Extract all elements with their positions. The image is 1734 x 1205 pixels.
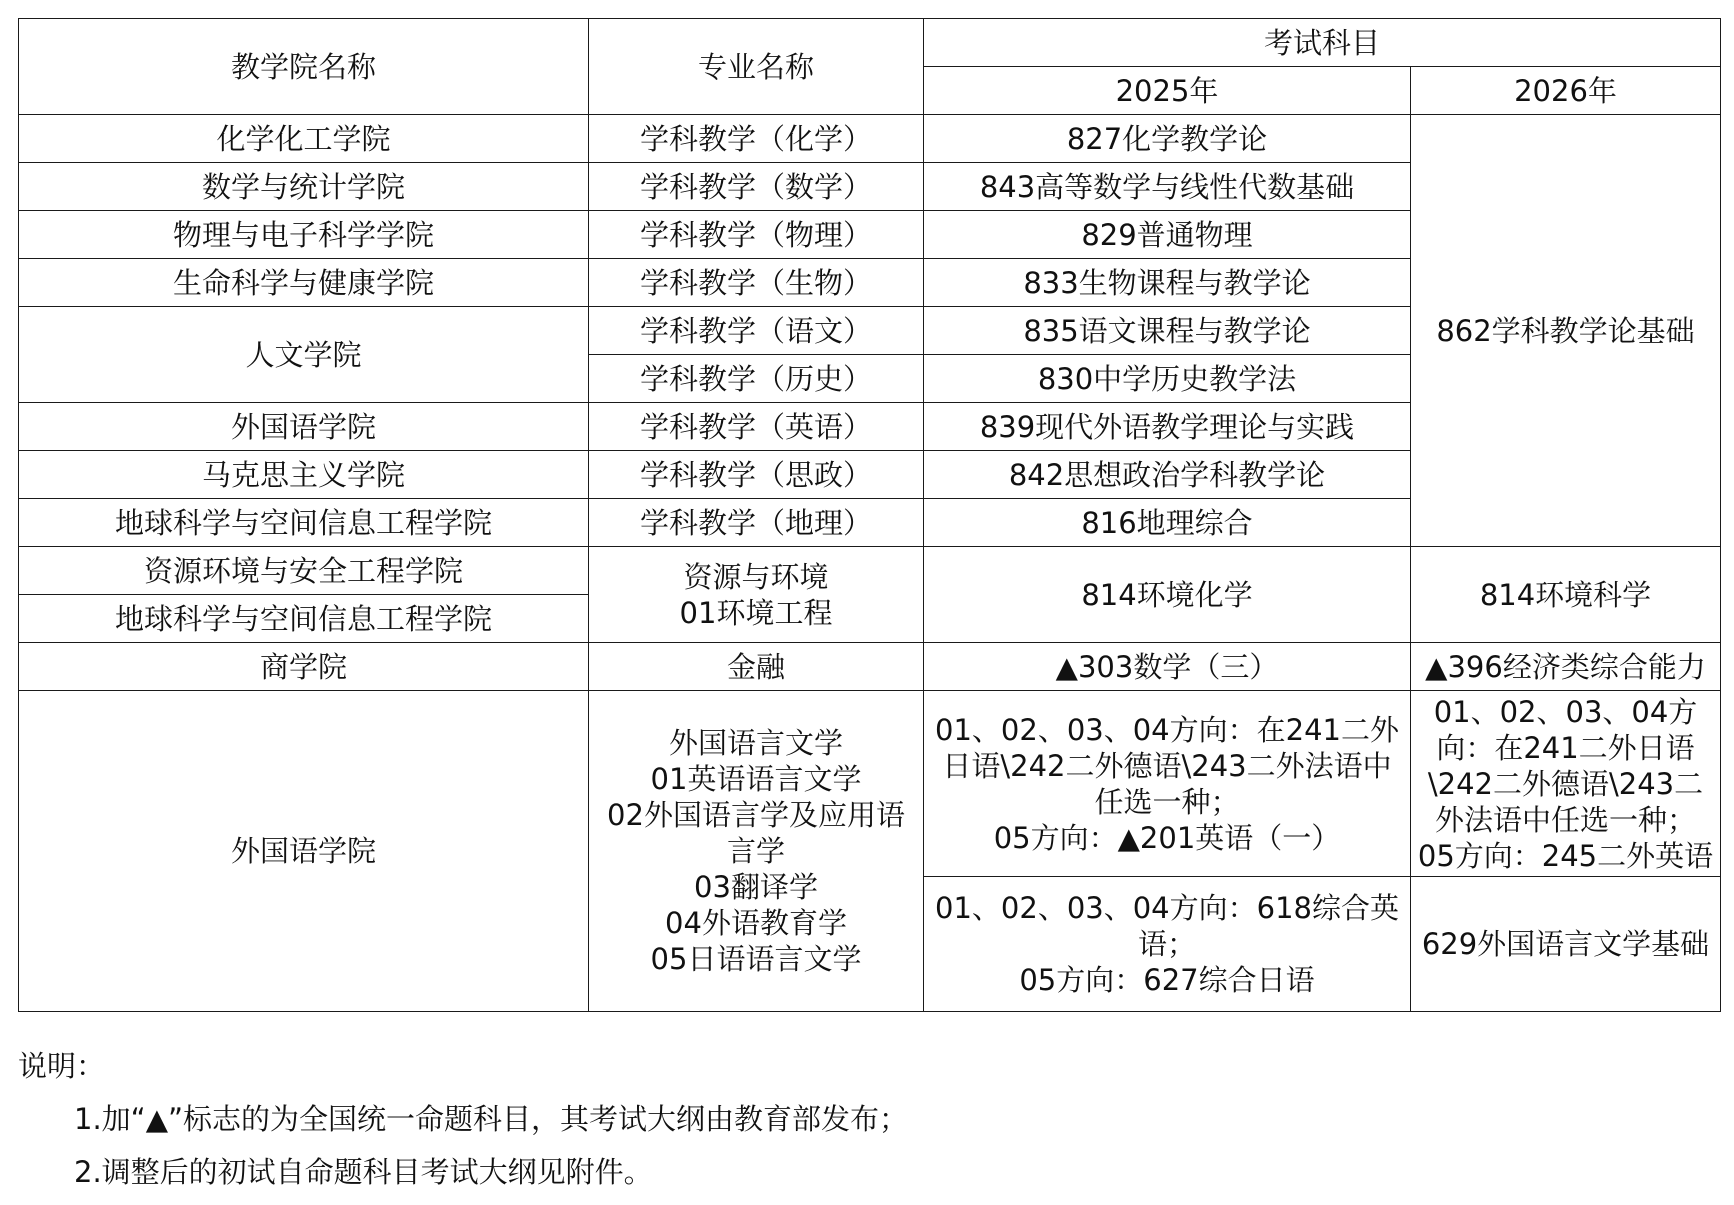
header-row-1 [19,19,1721,67]
subject-2025-cell: ▲303数学（三） [924,643,1411,691]
table-row [19,691,1721,877]
subject-2026-cell [1411,691,1721,877]
subject-2025-cell: 816地理综合 [924,499,1411,547]
major-line: 01环境工程 [679,595,833,630]
major-line: 04外语教育学 [665,906,847,940]
major-line: 02外国语言学及应用语 [607,798,905,832]
subject-2026-cell: 629外国语言文学基础 [1411,877,1721,1012]
major-cell: 学科教学（思政） [589,451,924,499]
college-cell: 化学化工学院 [19,115,589,163]
college-cell: 资源环境与安全工程学院 [19,547,589,595]
subject-2025-cell: 835语文课程与教学论 [924,307,1411,355]
college-cell: 生命科学与健康学院 [19,259,589,307]
subject-line: 05方向：245二外英语 [1417,838,1714,873]
notes-title: 说明： [18,1049,106,1083]
college-cell: 数学与统计学院 [19,163,589,211]
subject-2026-cell: ▲396经济类综合能力 [1411,643,1721,691]
major-line: 03翻译学 [694,870,818,904]
subject-line: 01、02、03、04方向：在241二外 [935,712,1399,747]
header-college: 教学院名称 [19,19,589,115]
major-cell: 学科教学（生物） [589,259,924,307]
major-line: 05日语语言文学 [650,942,862,976]
major-cell: 学科教学（地理） [589,499,924,547]
major-cell: 学科教学（物理） [589,211,924,259]
subject-2026-cell: 814环境科学 [1411,547,1721,643]
subject-line: 05方向：627综合日语 [1019,963,1315,997]
college-cell: 人文学院 [19,307,589,403]
table-row [19,547,1721,595]
header-year-2025: 2025年 [924,67,1411,115]
subject-line: \242二外德语\243二 [1427,766,1704,801]
subject-line: 05方向：▲201英语（一） [993,820,1341,855]
subject-2025-cell: 842思想政治学科教学论 [924,451,1411,499]
major-line: 外国语言文学 [668,726,843,760]
major-cell: 金融 [589,643,924,691]
subject-2025-cell: 843高等数学与线性代数基础 [924,163,1411,211]
subject-line: 外法语中任选一种； [1435,802,1697,837]
major-cell [589,547,924,643]
subject-line: 语； [1137,927,1196,961]
exam-subjects-table [18,18,1721,1012]
subject-line: 01、02、03、04方向：618综合英 [935,891,1399,925]
subject-2025-cell: 829普通物理 [924,211,1411,259]
college-cell: 商学院 [19,643,589,691]
major-cell: 学科教学（语文） [589,307,924,355]
major-line: 资源与环境 [683,559,829,594]
major-cell: 学科教学（英语） [589,403,924,451]
major-cell: 学科教学（化学） [589,115,924,163]
major-line: 言学 [726,834,785,868]
table-row [19,115,1721,163]
subject-line: 日语\242二外德语\243二外法语中 [942,748,1392,783]
major-line: 01英语语言文学 [650,762,862,796]
college-cell: 物理与电子科学学院 [19,211,589,259]
subject-2025-cell: 833生物课程与教学论 [924,259,1411,307]
header-year-2026: 2026年 [1411,67,1721,115]
college-cell: 马克思主义学院 [19,451,589,499]
subject-2025-cell: 827化学教学论 [924,115,1411,163]
subject-line: 向：在241二外日语 [1436,730,1695,765]
table-row [19,643,1721,691]
college-cell: 外国语学院 [19,403,589,451]
note-item: 1.加“▲”标志的为全国统一命题科目，其考试大纲由教育部发布； [74,1102,909,1136]
college-cell: 外国语学院 [19,691,589,1012]
subject-2025-cell [924,877,1411,1012]
subject-line: 01、02、03、04方 [1433,694,1698,729]
subject-line: 任选一种； [1094,784,1240,819]
header-subjects: 考试科目 [924,19,1721,67]
college-cell: 地球科学与空间信息工程学院 [19,595,589,643]
subject-2025-cell [924,691,1411,877]
major-cell: 学科教学（历史） [589,355,924,403]
major-cell [589,691,924,1012]
header-major: 专业名称 [589,19,924,115]
notes-section [18,1046,908,1205]
subject-2025-cell: 839现代外语教学理论与实践 [924,403,1411,451]
note-item: 2.调整后的初试自命题科目考试大纲见附件。 [74,1155,653,1189]
subject-2026-merged-cell: 862学科教学论基础 [1411,115,1721,547]
major-cell: 学科教学（数学） [589,163,924,211]
college-cell: 地球科学与空间信息工程学院 [19,499,589,547]
subject-2025-cell: 814环境化学 [924,547,1411,643]
subject-2025-cell: 830中学历史教学法 [924,355,1411,403]
